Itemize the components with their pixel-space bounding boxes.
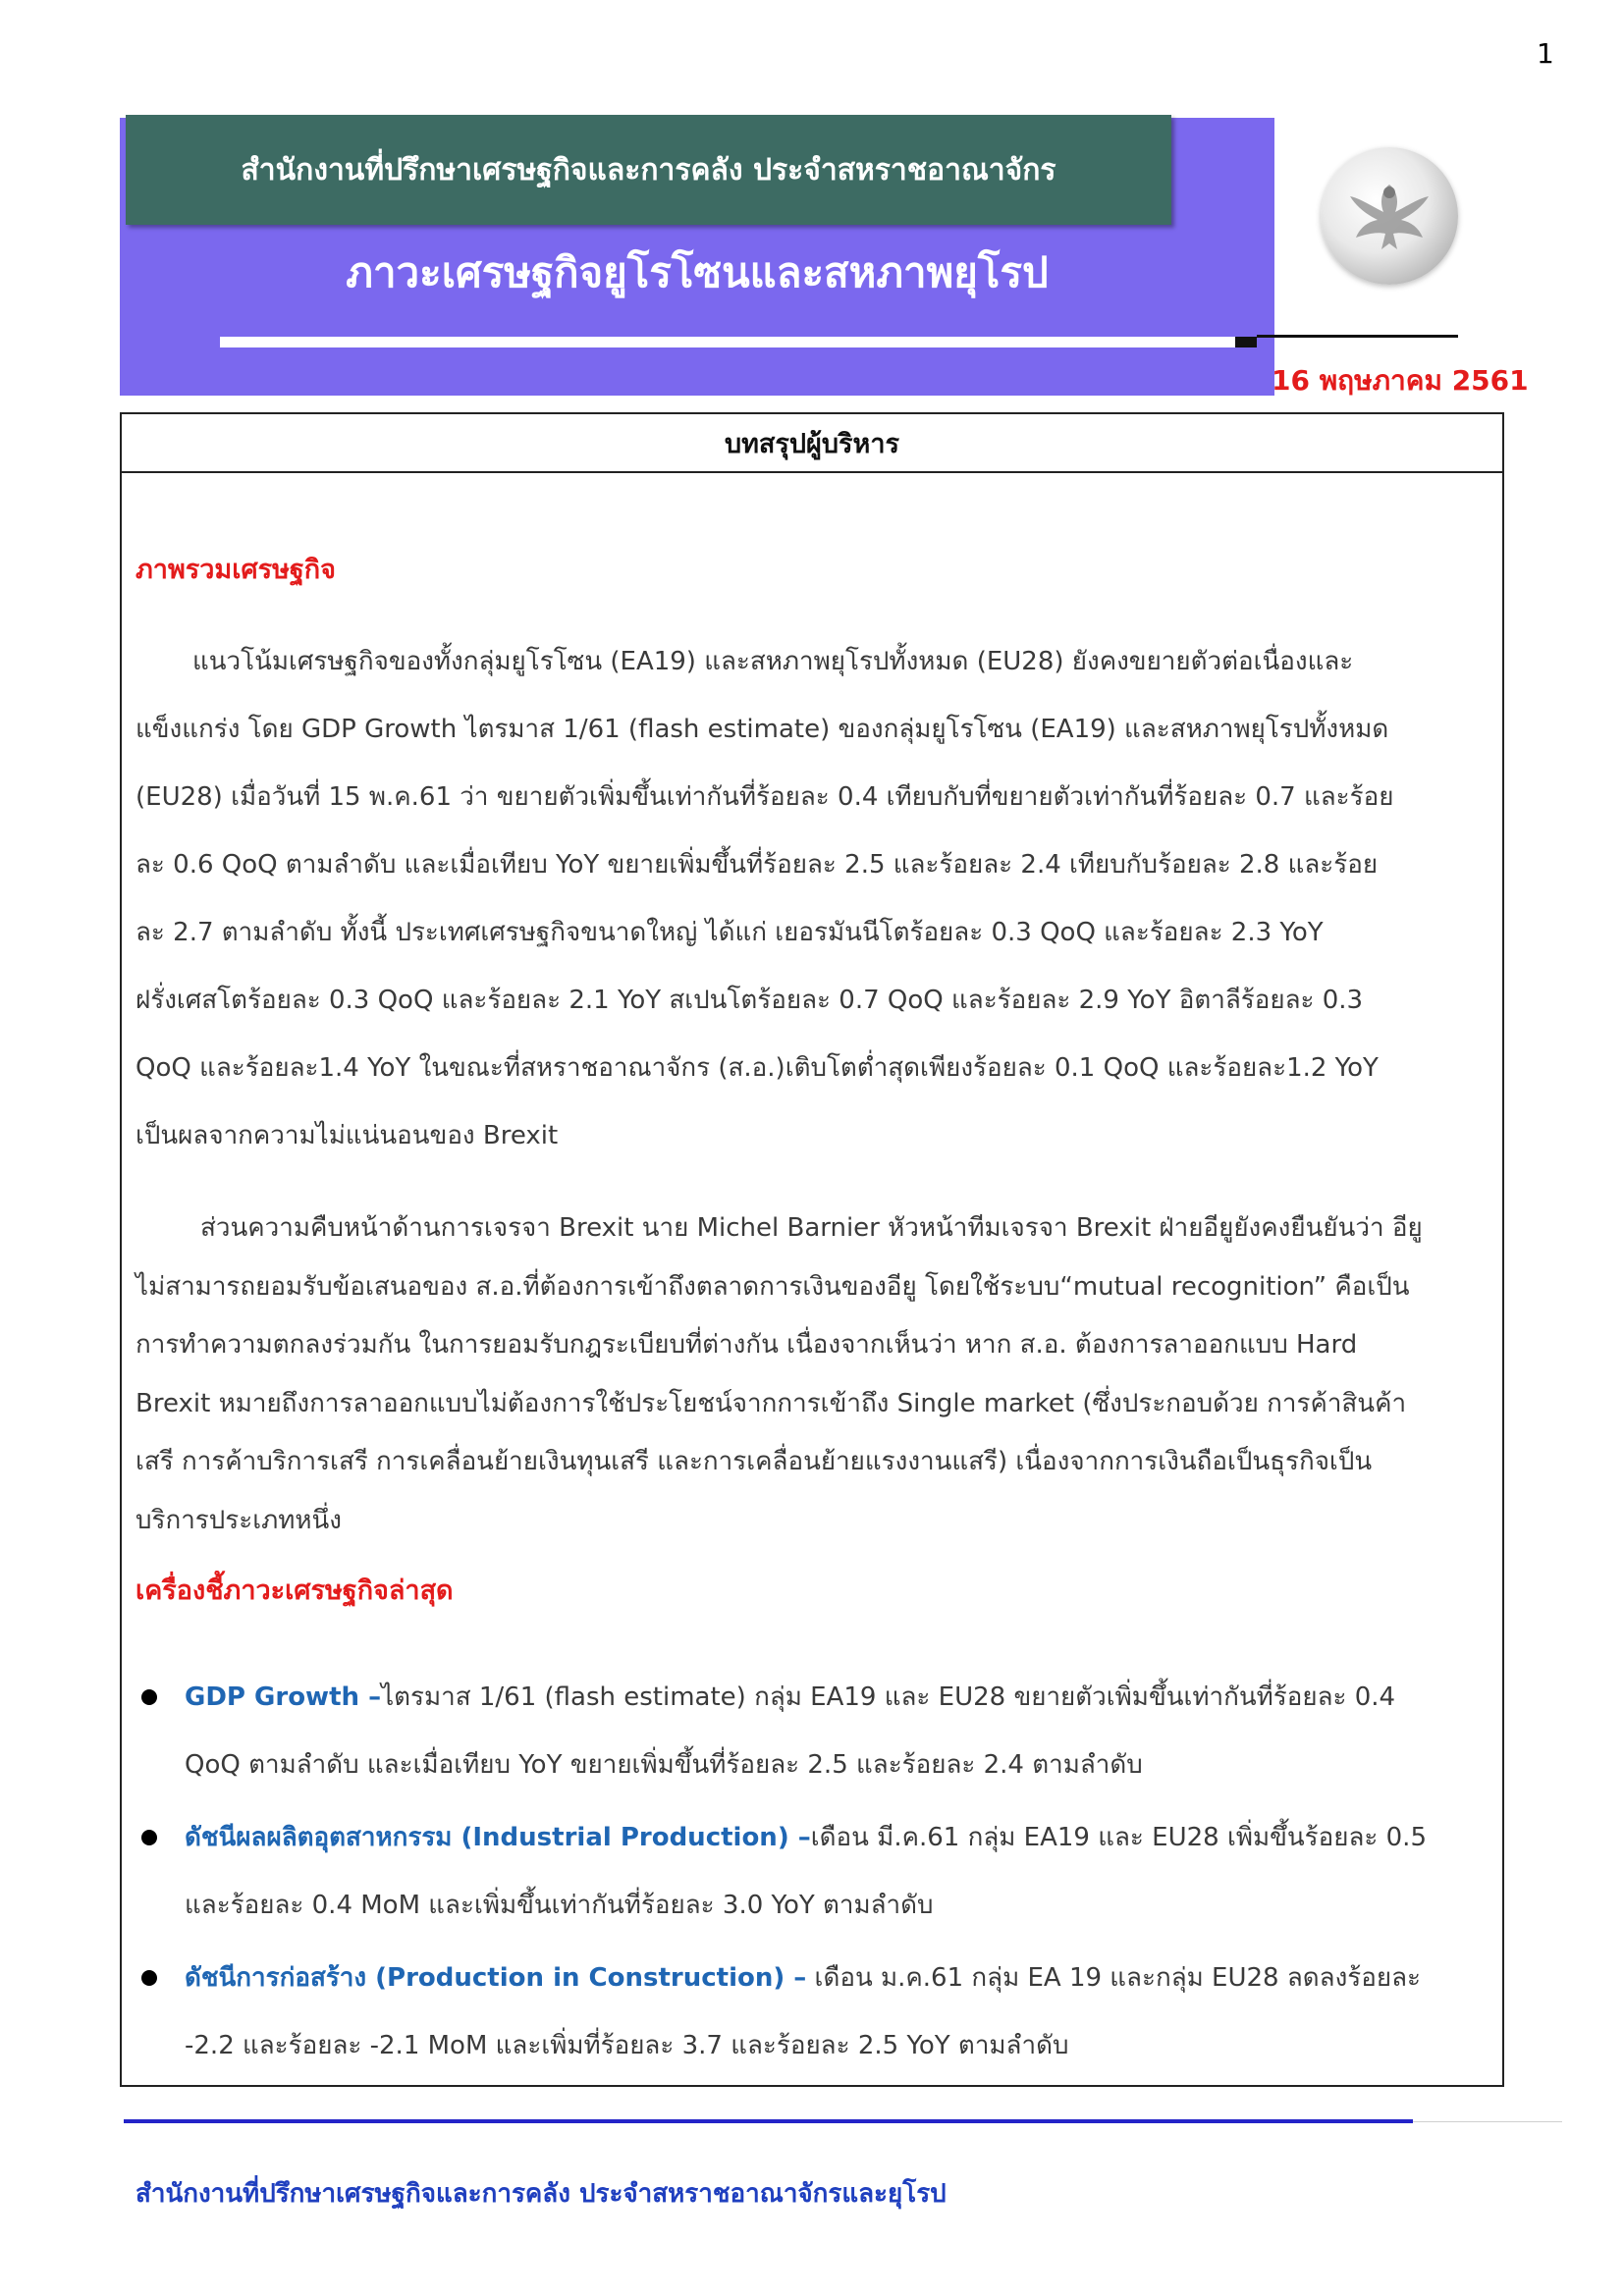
header-rule — [1257, 335, 1458, 338]
office-name: สำนักงานที่ปรึกษาเศรษฐกิจและการคลัง ประจำสหราชอาณาจักร — [241, 152, 1056, 187]
indicator-text: -2.2 และร้อยละ -2.1 MoM และเพิ่มที่ร้อยละ 3.7 และร้อยละ 2.5 YoY ตามลำดับ — [185, 2031, 1069, 2060]
indicators-heading: เครื่องชี้ภาวะเศรษฐกิจล่าสุด — [135, 1575, 454, 1606]
office-name-bar — [126, 115, 1171, 225]
paragraph-line: การทำความตกลงร่วมกัน ในการยอมรับกฎระเบียบที่ต่างกัน เนื่องจากเห็นว่า หาก ส.อ. ต้องการลาออกแบบ Hard — [135, 1330, 1358, 1360]
paragraph-line: ฝรั่งเศสโตร้อยละ 0.3 QoQ และร้อยละ 2.1 YoY สเปนโตร้อยละ 0.7 QoQ และร้อยละ 2.9 YoY อิตาลีร้อยละ 0.3 — [135, 986, 1364, 1015]
executive-summary-header — [122, 414, 1502, 473]
indicator-text: ไตรมาส 1/61 (flash estimate) กลุ่ม EA19 และ EU28 ขยายตัวเพิ่มขึ้นเท่ากันที่ร้อยละ 0.4 — [381, 1682, 1396, 1712]
paragraph-line: แนวโน้มเศรษฐกิจของทั้งกลุ่มยูโรโซน (EA19) และสหภาพยุโรปทั้งหมด (EU28) ยังคงขยายตัวต่อเนื่องและ — [192, 647, 1354, 676]
title-underline — [220, 337, 1237, 347]
report-date: 16 พฤษภาคม 2561 — [1272, 364, 1529, 397]
paragraph-line: เป็นผลจากความไม่แน่นอนของ Brexit — [135, 1121, 559, 1150]
bullet-icon — [141, 1830, 157, 1845]
indicator-term: GDP Growth – — [185, 1682, 382, 1712]
paragraph-line: ไม่สามารถยอมรับข้อเสนอของ ส.อ.ที่ต้องการเข้าถึงตลาดการเงินของอียู โดยใช้ระบบ“mutual recognition” คือเป็น — [135, 1271, 1410, 1302]
garuda-emblem-icon — [1321, 147, 1458, 285]
indicator-item — [135, 1664, 1500, 1801]
paragraph-line: ส่วนความคืบหน้าด้านการเจรจา Brexit นาย Michel Barnier หัวหน้าทีมเจรจา Brexit ฝ่ายอียูยังคงยืนยันว่า อียู — [200, 1213, 1423, 1243]
indicator-text: เดือน ม.ค.61 กลุ่ม EA 19 และกลุ่ม EU28 ลดลงร้อยละ — [806, 1963, 1421, 1993]
indicator-text: QoQ ตามลำดับ และเมื่อเทียบ YoY ขยายเพิ่มขึ้นที่ร้อยละ 2.5 และร้อยละ 2.4 ตามลำดับ — [185, 1750, 1143, 1780]
paragraph-line: บริการประเภทหนึ่ง — [135, 1505, 342, 1535]
report-title: ภาวะเศรษฐกิจยูโรโซนและสหภาพยุโรป — [346, 248, 1049, 296]
footer-thin-rule — [1413, 2121, 1562, 2122]
overview-paragraph — [135, 628, 1490, 1170]
executive-summary-heading: บทสรุปผู้บริหาร — [725, 428, 899, 459]
paragraph-line: แข็งแกร่ง โดย GDP Growth ไตรมาส 1/61 (flash estimate) ของกลุ่มยูโรโซน (EA19) และสหภาพยุโรปทั้งหมด — [135, 715, 1389, 744]
paragraph-line: QoQ และร้อยละ1.4 YoY ในขณะที่สหราชอาณาจักร (ส.อ.)เติบโตต่ำสุดเพียงร้อยละ 0.1 QoQ และร้อยละ1.2 YoY — [135, 1053, 1379, 1083]
indicator-term: ดัชนีผลผลิตอุตสาหกรรม (Industrial Production) – — [185, 1823, 811, 1852]
paragraph-line: ละ 0.6 QoQ ตามลำดับ และเมื่อเทียบ YoY ขยายเพิ่มขึ้นที่ร้อยละ 2.5 และร้อยละ 2.4 เทียบกับร้อยละ 2.8 และร้อย — [135, 850, 1379, 880]
paragraph-line: ละ 2.7 ตามลำดับ ทั้งนี้ ประเทศเศรษฐกิจขนาดใหญ่ ได้แก่ เยอรมันนีโตร้อยละ 0.3 QoQ และร้อยละ 2.3 YoY — [135, 918, 1324, 947]
paragraph-line: Brexit หมายถึงการลาออกแบบไม่ต้องการใช้ประโยชน์จากการเข้าถึง Single market (ซึ่งประกอบด้วย การค้าสินค้า — [135, 1388, 1407, 1418]
title-underline-cap — [1235, 337, 1257, 347]
indicator-term: ดัชนีการก่อสร้าง (Production in Construction) – — [185, 1963, 807, 1993]
brexit-paragraph — [135, 1200, 1490, 1550]
indicator-item — [135, 1945, 1500, 2082]
indicator-item — [135, 1804, 1500, 1942]
footer-office-name: สำนักงานที่ปรึกษาเศรษฐกิจและการคลัง ประจำสหราชอาณาจักรและยุโรป — [135, 2179, 947, 2209]
page-number: 1 — [1537, 37, 1554, 70]
paragraph-line: เสรี การค้าบริการเสรี การเคลื่อนย้ายเงินทุนเสรี และการเคลื่อนย้ายแรงงานแสรี) เนื่องจากการเงินถือเป็นธุรกิจเป็น — [135, 1447, 1373, 1476]
paragraph-line: (EU28) เมื่อวันที่ 15 พ.ค.61 ว่า ขยายตัวเพิ่มขึ้นเท่ากันที่ร้อยละ 0.4 เทียบกับที่ขยายตัวเท่ากันที่ร้อยละ 0.7 และร้อย — [135, 782, 1394, 812]
indicator-text: เดือน มี.ค.61 กลุ่ม EA19 และ EU28 เพิ่มขึ้นร้อยละ 0.5 — [810, 1823, 1427, 1852]
footer-rule — [124, 2119, 1413, 2123]
indicator-text: และร้อยละ 0.4 MoM และเพิ่มขึ้นเท่ากันที่ร้อยละ 3.0 YoY ตามลำดับ — [185, 1891, 934, 1920]
bullet-icon — [141, 1689, 157, 1705]
bullet-icon — [141, 1970, 157, 1986]
overview-heading: ภาพรวมเศรษฐกิจ — [135, 555, 336, 585]
